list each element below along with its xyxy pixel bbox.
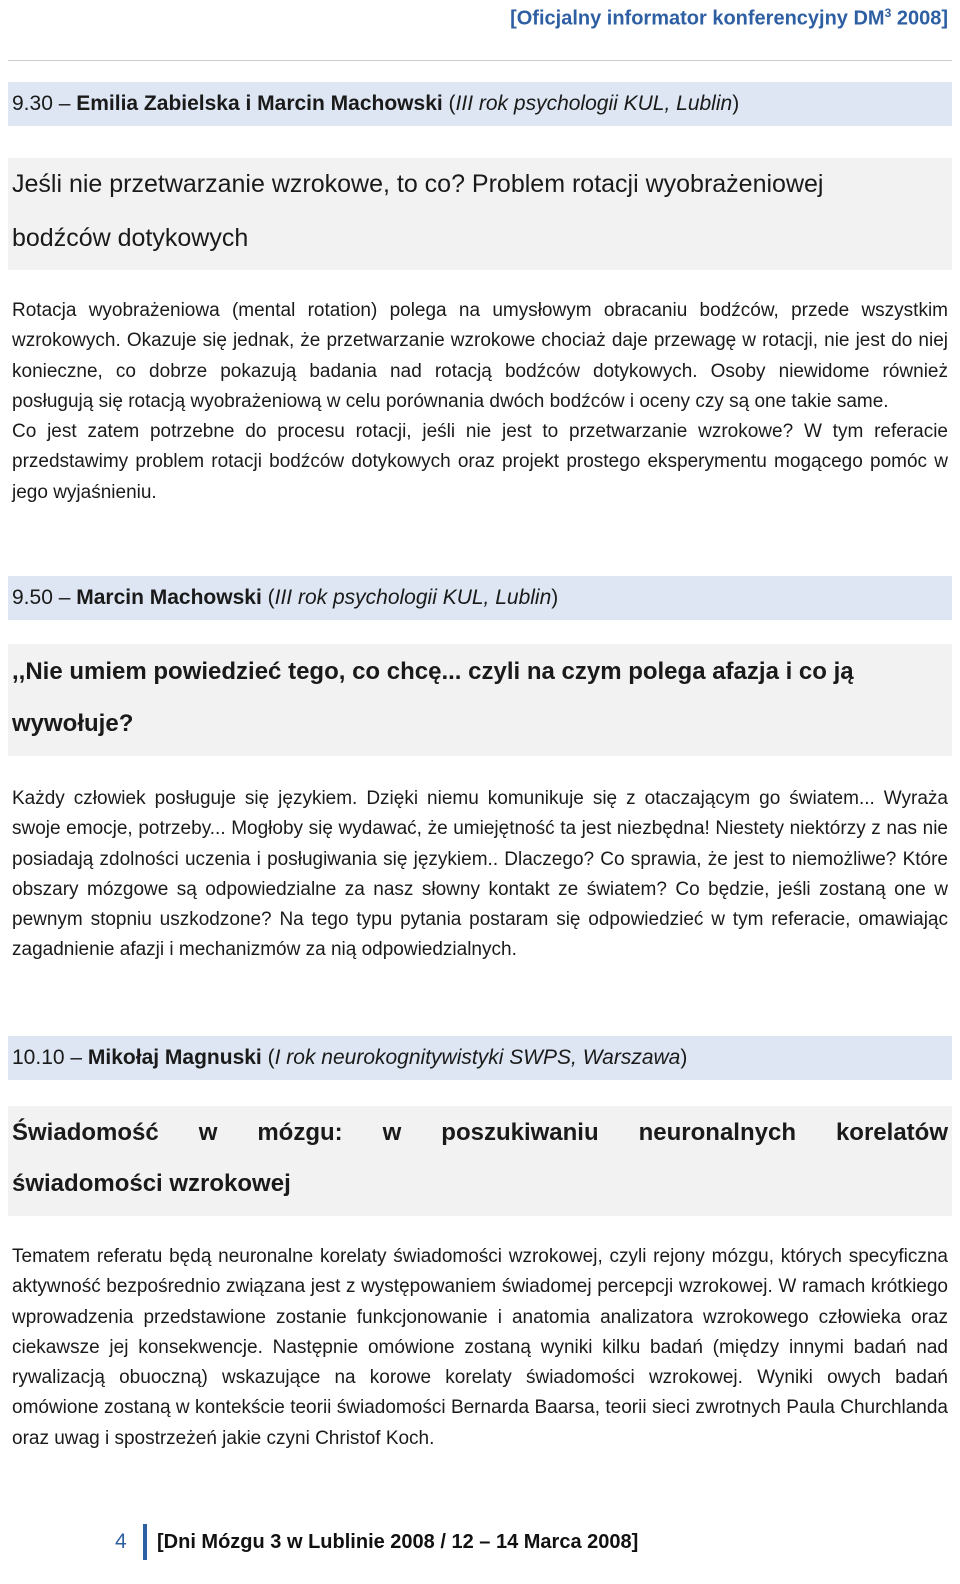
running-header [510, 6, 948, 31]
paren-close: ) [732, 92, 740, 115]
session-heading-1 [8, 82, 952, 126]
talk-title-2 [8, 644, 952, 756]
header-text: [Oficjalny informator konferencyjny DM [510, 7, 885, 30]
abstract-2 [12, 784, 948, 966]
header-superscript: 3 [884, 6, 892, 20]
talk-title-3 [8, 1106, 952, 1216]
abstract-1 [12, 296, 948, 508]
abstract-paragraph: Rotacja wyobrażeniowa (mental rotation) polega na umysłowym obracaniu bodźców, przede wszystkim wzrokowych. Okazuje się jednak, że przetwarzanie wzrokowe chociaż daje przewagę w rotacji, nie jest do niej konieczne, co dobrze pokazują badania nad rotacją bodźców dotykowych. Osoby niewidome również posługują się rotacją wyobrażeniową w celu porównania dwóch bodźców i oceny czy są one takie same. [12, 300, 948, 412]
talk-title-1 [8, 158, 952, 270]
session-time: 9.50 – [12, 586, 77, 609]
session-heading-2 [8, 576, 952, 620]
session-time: 9.30 – [12, 92, 77, 115]
page-footer [115, 1524, 638, 1560]
header-text-end: 2008] [891, 7, 948, 30]
paren-open: ( [261, 586, 275, 609]
footer-divider [143, 1524, 147, 1560]
header-rule [8, 60, 952, 61]
session-time: 10.10 – [12, 1046, 88, 1069]
talk-title-line: świadomości wzrokowej [12, 1170, 291, 1197]
abstract-paragraph: Każdy człowiek posługuje się językiem. Dzięki niemu komunikuje się z otaczającym go światem... Wyraża swoje emocje, potrzeby... Mogłoby się wydawać, że umiejętność ta jest niezbędna! Niestety niektórzy z nas nie posiadają zdolności uczenia i posługiwania się językiem.. Dlaczego? Co sprawia, że jest to niemożliwe? Które obszary mózgowe są odpowiedzialne za nasz słowny kontakt ze światem? Co będzie, jeśli zostaną one w pewnym stopniu uszkodzone? Na tego typu pytania postaram się odpowiedzieć w tym referacie, omawiając zagadnienie afazji i mechanizmów za nią odpowiedzialnych. [12, 788, 948, 961]
paren-close: ) [551, 586, 559, 609]
session-speakers: Emilia Zabielska i Marcin Machowski [76, 92, 443, 115]
abstract-paragraph: Tematem referatu będą neuronalne korelaty świadomości wzrokowej, czyli rejony mózgu, których specyficzna aktywność bezpośrednio związana jest z występowaniem świadomej percepcji wzrokowej. W ramach krótkiego wprowadzenia przedstawione zostanie funkcjonowanie i anatomia analizatora wzrokowego człowieka oraz ciekawsze jej konsekwencje. Następnie omówione zostaną wyniki kilku badań (między innymi badań nad rywalizacją obuoczną) wskazujące na korowe korelaty świadomości wzrokowej. Wyniki owych badań omówione zostaną w kontekście teorii świadomości Bernarda Baarsa, teorii sieci zwrotnych Paula Churchlanda oraz uwag i spostrzeżeń jakie czyni Christof Koch. [12, 1246, 948, 1449]
paren-open: ( [442, 92, 456, 115]
footer-text: [Dni Mózgu 3 w Lublinie 2008 / 12 – 14 Marca 2008] [157, 1530, 639, 1553]
abstract-paragraph: Co jest zatem potrzebne do procesu rotacji, jeśli nie jest to przetwarzanie wzrokowe? W tym referacie przedstawimy problem rotacji bodźców dotykowych oraz projekt prostego eksperymentu mogącego pomóc w jego wyjaśnieniu. [12, 421, 948, 503]
session-heading-3 [8, 1036, 952, 1080]
talk-title-line: bodźców dotykowych [12, 224, 249, 252]
session-speakers: Marcin Machowski [76, 586, 262, 609]
talk-title-line: wywołuje? [12, 710, 134, 737]
session-speakers: Mikołaj Magnuski [87, 1046, 262, 1069]
session-affiliation: I rok neurokognitywistyki SWPS, Warszawa [274, 1046, 681, 1069]
paren-open: ( [261, 1046, 275, 1069]
talk-title-line: Jeśli nie przetwarzanie wzrokowe, to co? Problem rotacji wyobrażeniowej [12, 170, 824, 198]
talk-title-line: ,,Nie umiem powiedzieć tego, co chcę... czyli na czym polega afazja i co ją [12, 658, 854, 685]
session-affiliation: III rok psychologii KUL, Lublin [455, 92, 733, 115]
abstract-3 [12, 1242, 948, 1454]
talk-title-line: Świadomość w mózgu: w poszukiwaniu neuronalnych korelatów [12, 1119, 948, 1146]
paren-close: ) [680, 1046, 688, 1069]
page-number: 4 [115, 1530, 127, 1553]
session-affiliation: III rok psychologii KUL, Lublin [274, 586, 552, 609]
